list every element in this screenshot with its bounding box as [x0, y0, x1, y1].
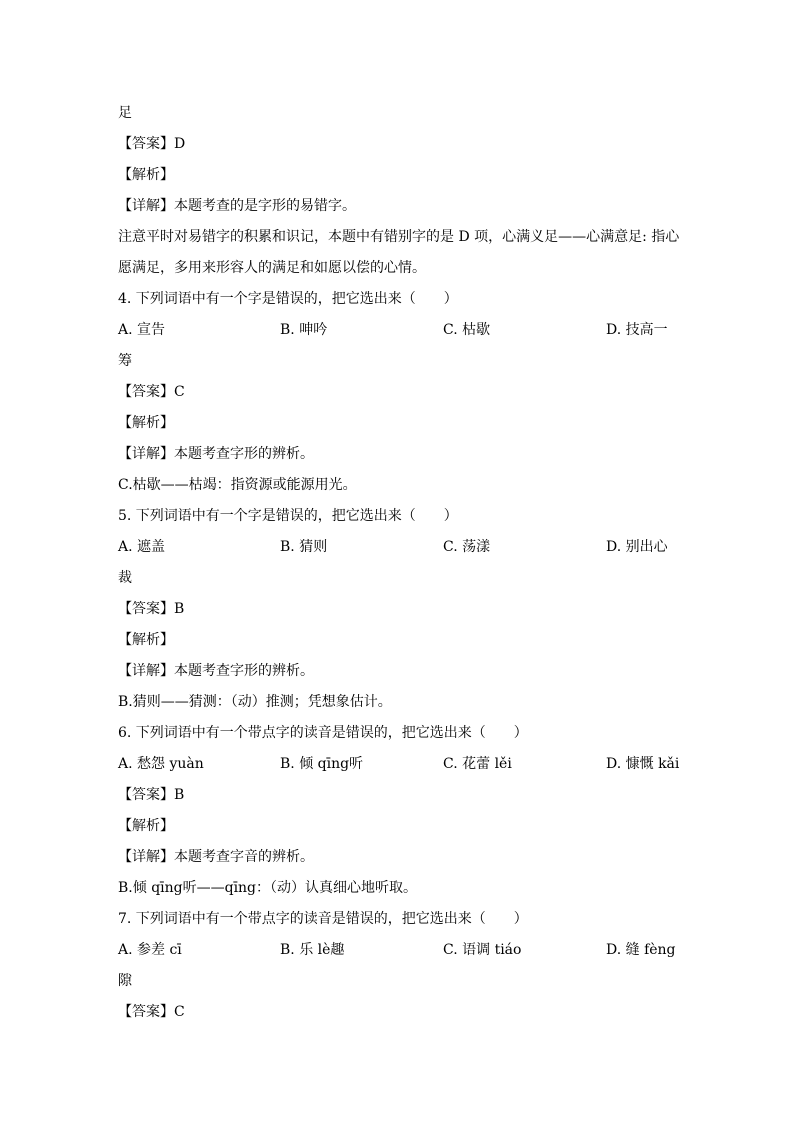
option-c: C. 枯歇	[443, 322, 491, 338]
option-a: A. 参差 cī	[118, 942, 182, 958]
detail-line: 【详解】本题考查字形的辨析。	[118, 663, 314, 679]
detail-line: 【详解】本题考查字形的辨析。	[118, 446, 314, 462]
option-wrap: 裁	[118, 570, 132, 586]
detail-line: 【详解】本题考查的是字形的易错字。	[118, 198, 356, 214]
question-7: 7. 下列词语中有一个带点字的读音是错误的，把它选出来（ ）	[118, 911, 528, 927]
question-4: 4. 下列词语中有一个字是错误的，把它选出来（ ）	[118, 291, 458, 307]
option-a: A. 遮盖	[118, 539, 166, 555]
option-b: B. 乐 lè趣	[280, 942, 345, 958]
analysis-heading: 【解析】	[118, 818, 174, 834]
question-6: 6. 下列词语中有一个带点字的读音是错误的，把它选出来（ ）	[118, 725, 528, 741]
option-b: B. 倾 qīng听	[280, 756, 364, 772]
option-d: D. 慷慨 kǎi	[606, 756, 680, 772]
answer-line: 【答案】C	[118, 1004, 185, 1020]
question-7-options	[118, 935, 678, 966]
detail-line: 【详解】本题考查字音的辨析。	[118, 849, 314, 865]
document-page	[118, 98, 678, 1028]
option-b: B. 猜则	[280, 539, 328, 555]
analysis-heading: 【解析】	[118, 415, 174, 431]
option-a: A. 宣告	[118, 322, 166, 338]
analysis-heading: 【解析】	[118, 167, 174, 183]
option-wrap: 隙	[118, 973, 132, 989]
answer-line: 【答案】D	[118, 136, 186, 152]
answer-line: 【答案】B	[118, 787, 185, 803]
option-wrap: 筹	[118, 353, 132, 369]
question-5-options	[118, 532, 678, 563]
option-d: D. 技高一	[606, 322, 668, 338]
explanation-line: B.猜则——猜测：（动）推测；凭想象估计。	[118, 694, 392, 710]
option-d: D. 缝 fèng	[606, 942, 676, 958]
option-d: D. 别出心	[606, 539, 668, 555]
text-line: 足	[118, 105, 132, 121]
explanation-line: C.枯歇——枯竭：指资源或能源用光。	[118, 477, 357, 493]
text-line: 注意平时对易错字的积累和识记，本题中有错别字的是 D 项，心满义足——心满意足: 指心	[118, 229, 680, 245]
question-5: 5. 下列词语中有一个字是错误的，把它选出来（ ）	[118, 508, 458, 524]
answer-line: 【答案】C	[118, 384, 185, 400]
explanation-line: B.倾 qīng听——qīng：（动）认真细心地听取。	[118, 880, 418, 896]
text-line: 愿满足，多用来形容人的满足和如愿以偿的心情。	[118, 260, 426, 276]
analysis-heading: 【解析】	[118, 632, 174, 648]
question-6-options	[118, 749, 678, 780]
option-c: C. 语调 tiáo	[443, 942, 522, 958]
option-c: C. 花蕾 lěi	[443, 756, 512, 772]
answer-line: 【答案】B	[118, 601, 185, 617]
option-a: A. 愁怨 yuàn	[118, 756, 204, 772]
option-c: C. 荡漾	[443, 539, 491, 555]
question-4-options	[118, 315, 678, 346]
option-b: B. 呻吟	[280, 322, 328, 338]
